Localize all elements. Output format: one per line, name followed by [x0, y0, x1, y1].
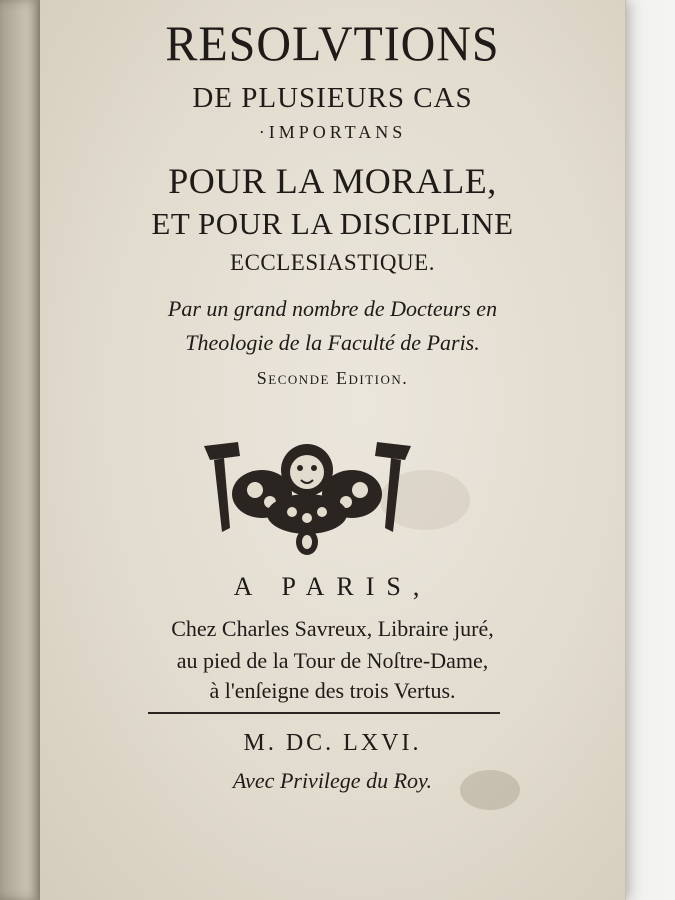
- publisher-line-3: à l'enſeigne des trois Vertus.: [209, 678, 456, 703]
- author-line-1: Par un grand nombre de Docteurs en: [167, 296, 498, 321]
- title-line-5: ET POUR LA DISCIPLINE: [151, 206, 514, 241]
- publisher-line-1: Chez Charles Savreux, Libraire juré,: [171, 616, 494, 641]
- printers-ornament: [200, 432, 415, 560]
- title-page: [40, 0, 626, 900]
- title-line-4: POUR LA MORALE,: [168, 161, 497, 201]
- royal-privilege: Avec Privilege du Roy.: [232, 768, 433, 793]
- title-line-2: DE PLUSIEURS CAS: [192, 82, 473, 114]
- publisher-line-2: au pied de la Tour de Noſtre-Dame,: [176, 648, 489, 673]
- edition-line: Seconde Edition.: [256, 368, 409, 388]
- title-line-1: RESOLVTIONS: [165, 15, 500, 71]
- title-line-3: ·IMPORTANS: [258, 122, 407, 142]
- divider-rule: [148, 712, 500, 714]
- author-line-2: Theologie de la Faculté de Paris.: [185, 330, 480, 355]
- title-line-6: ECCLESIASTIQUE.: [230, 250, 435, 275]
- imprint-city: A PARIS,: [233, 572, 432, 601]
- publication-year: M. DC. LXVI.: [243, 730, 422, 756]
